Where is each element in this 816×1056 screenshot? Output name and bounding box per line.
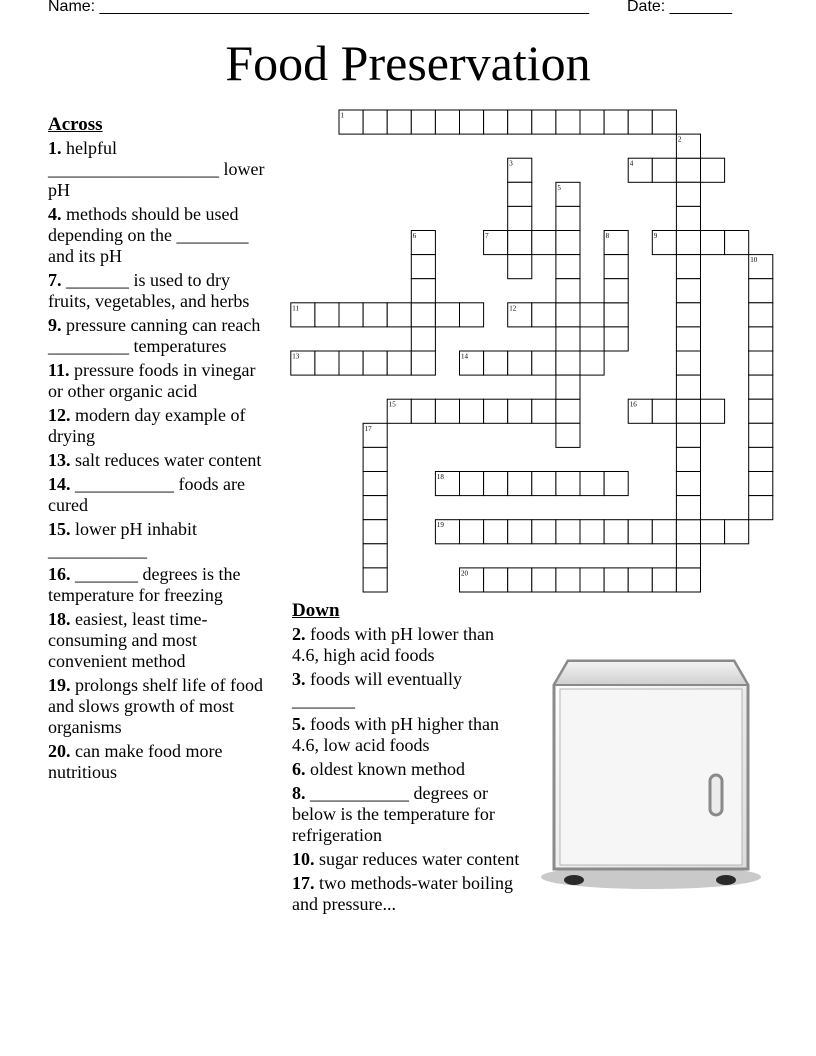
across-clue bbox=[48, 609, 270, 672]
crossword-cell[interactable] bbox=[725, 231, 749, 255]
crossword-cell[interactable] bbox=[676, 447, 700, 471]
crossword-clue-number: 6 bbox=[412, 232, 417, 240]
crossword-clue-number: 9 bbox=[653, 232, 658, 240]
across-clue bbox=[48, 741, 270, 783]
crossword-cell[interactable] bbox=[484, 110, 508, 134]
crossword-cell[interactable] bbox=[291, 303, 315, 327]
clue-text: foods will eventually _______ bbox=[292, 669, 462, 710]
crossword-cell[interactable] bbox=[556, 423, 580, 447]
crossword-cell[interactable] bbox=[749, 255, 773, 279]
clue-text: oldest known method bbox=[310, 759, 465, 779]
crossword-cell[interactable] bbox=[484, 520, 508, 544]
crossword-cell[interactable] bbox=[387, 303, 411, 327]
crossword-cell[interactable] bbox=[628, 158, 652, 182]
down-clue bbox=[292, 783, 524, 846]
clue-number: 1. bbox=[48, 138, 62, 158]
crossword-cell[interactable] bbox=[291, 351, 315, 375]
crossword-cell[interactable] bbox=[387, 351, 411, 375]
crossword-cell[interactable] bbox=[532, 399, 556, 423]
crossword-cell[interactable] bbox=[676, 182, 700, 206]
crossword-cell[interactable] bbox=[749, 447, 773, 471]
date-field-label: Date: _______ bbox=[627, 0, 732, 15]
crossword-cell[interactable] bbox=[387, 399, 411, 423]
crossword-cell[interactable] bbox=[628, 399, 652, 423]
crossword-cell[interactable] bbox=[363, 447, 387, 471]
crossword-cell[interactable] bbox=[508, 110, 532, 134]
crossword-cell[interactable] bbox=[676, 544, 700, 568]
crossword-cell[interactable] bbox=[749, 423, 773, 447]
clue-number: 17. bbox=[292, 873, 315, 893]
crossword-cell[interactable] bbox=[435, 110, 459, 134]
crossword-cell[interactable] bbox=[556, 182, 580, 206]
crossword-cell[interactable] bbox=[556, 568, 580, 592]
crossword-cell[interactable] bbox=[484, 231, 508, 255]
crossword-cell[interactable] bbox=[532, 110, 556, 134]
crossword-cell[interactable] bbox=[580, 520, 604, 544]
crossword-cell[interactable] bbox=[508, 568, 532, 592]
crossword-cell[interactable] bbox=[604, 231, 628, 255]
crossword-cell[interactable] bbox=[387, 110, 411, 134]
clue-number: 4. bbox=[48, 204, 62, 224]
crossword-cell[interactable] bbox=[363, 110, 387, 134]
crossword-cell[interactable] bbox=[652, 158, 676, 182]
crossword-cell[interactable] bbox=[556, 279, 580, 303]
crossword-cell[interactable] bbox=[676, 351, 700, 375]
crossword-cell[interactable] bbox=[652, 231, 676, 255]
clue-number: 8. bbox=[292, 783, 306, 803]
crossword-clue-number: 11 bbox=[292, 304, 300, 313]
crossword-cell[interactable] bbox=[411, 399, 435, 423]
crossword-cell[interactable] bbox=[435, 472, 459, 496]
crossword-cell[interactable] bbox=[580, 472, 604, 496]
crossword-cell[interactable] bbox=[532, 472, 556, 496]
clue-number: 7. bbox=[48, 270, 62, 290]
across-heading: Across bbox=[48, 114, 103, 135]
crossword-cell[interactable] bbox=[628, 110, 652, 134]
clue-text: can make food more nutritious bbox=[48, 741, 223, 782]
crossword-cell[interactable] bbox=[460, 303, 484, 327]
crossword-cell[interactable] bbox=[676, 423, 700, 447]
crossword-cell[interactable] bbox=[701, 231, 725, 255]
crossword-cell[interactable] bbox=[556, 399, 580, 423]
crossword-cell[interactable] bbox=[339, 303, 363, 327]
crossword-cell[interactable] bbox=[460, 472, 484, 496]
crossword-cell[interactable] bbox=[363, 351, 387, 375]
clue-text: pressure canning can reach _________ temperatures bbox=[48, 315, 261, 356]
crossword-cell[interactable] bbox=[749, 327, 773, 351]
crossword-cell[interactable] bbox=[556, 375, 580, 399]
crossword-cell[interactable] bbox=[676, 472, 700, 496]
refrigerator-icon bbox=[538, 655, 764, 895]
clue-text: two methods-water boiling and pressure... bbox=[292, 873, 513, 914]
crossword-clue-number: 7 bbox=[485, 232, 489, 240]
clue-number: 16. bbox=[48, 564, 71, 584]
crossword-cell[interactable] bbox=[749, 303, 773, 327]
crossword-cell[interactable] bbox=[580, 110, 604, 134]
page-title: Food Preservation bbox=[225, 35, 591, 91]
crossword-cell[interactable] bbox=[339, 110, 363, 134]
crossword-cell[interactable] bbox=[580, 303, 604, 327]
crossword-cell[interactable] bbox=[556, 520, 580, 544]
crossword-cell[interactable] bbox=[435, 399, 459, 423]
crossword-clue-number: 14 bbox=[461, 352, 468, 361]
clue-text: helpful ___________________ lower pH bbox=[48, 138, 265, 200]
across-clue bbox=[48, 450, 270, 471]
across-clue bbox=[48, 138, 270, 201]
crossword-cell[interactable] bbox=[532, 520, 556, 544]
clue-text: easiest, least time-consuming and most convenient method bbox=[48, 609, 208, 671]
crossword-cell[interactable] bbox=[411, 255, 435, 279]
clue-text: foods with pH lower than 4.6, high acid foods bbox=[292, 624, 494, 665]
crossword-clue-number: 3 bbox=[509, 159, 513, 168]
crossword-clue-number: 8 bbox=[605, 232, 610, 240]
crossword-clue-number: 20 bbox=[461, 569, 468, 578]
crossword-cell[interactable] bbox=[676, 327, 700, 351]
crossword-cell[interactable] bbox=[508, 472, 532, 496]
crossword-cell[interactable] bbox=[508, 351, 532, 375]
crossword-cell[interactable] bbox=[508, 520, 532, 544]
crossword-cell[interactable] bbox=[676, 206, 700, 230]
crossword-cell[interactable] bbox=[604, 327, 628, 351]
crossword-cell[interactable] bbox=[315, 303, 339, 327]
crossword-cell[interactable] bbox=[363, 496, 387, 520]
crossword-cell[interactable] bbox=[508, 182, 532, 206]
crossword-cell[interactable] bbox=[604, 255, 628, 279]
crossword-cell[interactable] bbox=[484, 351, 508, 375]
crossword-cell[interactable] bbox=[532, 303, 556, 327]
down-clue bbox=[292, 669, 524, 711]
across-clue bbox=[48, 675, 270, 738]
crossword-clue-number: 5 bbox=[557, 183, 561, 192]
crossword-cell[interactable] bbox=[411, 327, 435, 351]
crossword-cell[interactable] bbox=[652, 399, 676, 423]
crossword-clue-number: 17 bbox=[364, 424, 372, 433]
crossword-cell[interactable] bbox=[460, 110, 484, 134]
crossword-cell[interactable] bbox=[676, 375, 700, 399]
clue-number: 6. bbox=[292, 759, 306, 779]
crossword-cell[interactable] bbox=[508, 255, 532, 279]
across-clue bbox=[48, 405, 270, 447]
crossword-cell[interactable] bbox=[676, 520, 700, 544]
crossword-cell[interactable] bbox=[652, 568, 676, 592]
crossword-cell[interactable] bbox=[411, 110, 435, 134]
crossword-cell[interactable] bbox=[604, 472, 628, 496]
crossword-cell[interactable] bbox=[363, 544, 387, 568]
crossword-cell[interactable] bbox=[749, 472, 773, 496]
crossword-cell[interactable] bbox=[725, 520, 749, 544]
crossword-cell[interactable] bbox=[435, 303, 459, 327]
crossword-cell[interactable] bbox=[411, 351, 435, 375]
crossword-cell[interactable] bbox=[556, 206, 580, 230]
crossword-cell[interactable] bbox=[556, 327, 580, 351]
clue-number: 15. bbox=[48, 519, 71, 539]
clue-text: _______ degrees is the temperature for freezing bbox=[48, 564, 241, 605]
crossword-cell[interactable] bbox=[676, 134, 700, 158]
clue-number: 12. bbox=[48, 405, 71, 425]
crossword-cell[interactable] bbox=[508, 206, 532, 230]
clue-number: 19. bbox=[48, 675, 71, 695]
clue-text: pressure foods in vinegar or other organic acid bbox=[48, 360, 256, 401]
crossword-clue-number: 15 bbox=[388, 400, 396, 409]
crossword-clue-number: 12 bbox=[509, 304, 517, 313]
clue-text: lower pH inhabit ___________ bbox=[48, 519, 197, 560]
crossword-cell[interactable] bbox=[532, 568, 556, 592]
crossword-cell[interactable] bbox=[701, 520, 725, 544]
crossword-cell[interactable] bbox=[749, 375, 773, 399]
clue-text: methods should be used depending on the ________ and its pH bbox=[48, 204, 249, 266]
clue-text: ___________ degrees or below is the temperature for refrigeration bbox=[292, 783, 495, 845]
crossword-cell[interactable] bbox=[604, 303, 628, 327]
crossword-cell[interactable] bbox=[411, 231, 435, 255]
crossword-cell[interactable] bbox=[532, 231, 556, 255]
crossword-clue-number: 10 bbox=[750, 256, 758, 265]
across-clue bbox=[48, 360, 270, 402]
down-heading: Down bbox=[292, 600, 340, 621]
crossword-cell[interactable] bbox=[363, 568, 387, 592]
across-clue bbox=[48, 270, 270, 312]
crossword-cell[interactable] bbox=[676, 279, 700, 303]
crossword-clue-number: 16 bbox=[629, 400, 637, 409]
crossword-cell[interactable] bbox=[411, 279, 435, 303]
clue-text: foods with pH higher than 4.6, low acid foods bbox=[292, 714, 499, 755]
crossword-cell[interactable] bbox=[749, 279, 773, 303]
clue-number: 9. bbox=[48, 315, 62, 335]
crossword-clue-number: 2 bbox=[677, 135, 682, 144]
down-clue bbox=[292, 624, 524, 666]
crossword-cell[interactable] bbox=[484, 568, 508, 592]
crossword-cell[interactable] bbox=[676, 399, 700, 423]
crossword-cell[interactable] bbox=[749, 351, 773, 375]
crossword-cell[interactable] bbox=[508, 303, 532, 327]
crossword-cell[interactable] bbox=[556, 351, 580, 375]
crossword-cell[interactable] bbox=[580, 568, 604, 592]
clue-number: 18. bbox=[48, 609, 71, 629]
across-clue bbox=[48, 204, 270, 267]
clue-text: ___________ foods are cured bbox=[48, 474, 245, 515]
crossword-cell[interactable] bbox=[363, 423, 387, 447]
clue-number: 3. bbox=[292, 669, 306, 689]
across-clue bbox=[48, 564, 270, 606]
crossword-cell[interactable] bbox=[676, 496, 700, 520]
clue-number: 14. bbox=[48, 474, 71, 494]
crossword-cell[interactable] bbox=[701, 158, 725, 182]
clue-number: 13. bbox=[48, 450, 71, 470]
crossword-cell[interactable] bbox=[363, 303, 387, 327]
clue-text: sugar reduces water content bbox=[319, 849, 520, 869]
crossword-cell[interactable] bbox=[628, 520, 652, 544]
crossword-cell[interactable] bbox=[460, 351, 484, 375]
across-clue bbox=[48, 315, 270, 357]
crossword-cell[interactable] bbox=[628, 568, 652, 592]
crossword-cell[interactable] bbox=[676, 231, 700, 255]
clue-text: modern day example of drying bbox=[48, 405, 246, 446]
crossword-cell[interactable] bbox=[676, 303, 700, 327]
crossword-cell[interactable] bbox=[508, 231, 532, 255]
crossword-cell[interactable] bbox=[363, 472, 387, 496]
crossword-clue-number: 1 bbox=[340, 111, 344, 120]
crossword-cell[interactable] bbox=[556, 110, 580, 134]
crossword-cell[interactable] bbox=[508, 158, 532, 182]
crossword-cell[interactable] bbox=[652, 520, 676, 544]
crossword-cell[interactable] bbox=[749, 399, 773, 423]
crossword-cell[interactable] bbox=[604, 279, 628, 303]
across-clue bbox=[48, 474, 270, 516]
crossword-cell[interactable] bbox=[652, 110, 676, 134]
clue-number: 2. bbox=[292, 624, 306, 644]
crossword-cell[interactable] bbox=[484, 399, 508, 423]
clue-text: _______ is used to dry fruits, vegetables, and herbs bbox=[48, 270, 250, 311]
clue-number: 20. bbox=[48, 741, 71, 761]
crossword-cell[interactable] bbox=[604, 568, 628, 592]
crossword-cell[interactable] bbox=[676, 568, 700, 592]
crossword-cell[interactable] bbox=[460, 568, 484, 592]
crossword-clue-number: 4 bbox=[629, 159, 634, 168]
crossword-clue-number: 19 bbox=[436, 521, 444, 530]
clue-number: 10. bbox=[292, 849, 315, 869]
down-clue bbox=[292, 759, 524, 780]
crossword-cell[interactable] bbox=[460, 399, 484, 423]
crossword-cell[interactable] bbox=[580, 351, 604, 375]
clue-number: 11. bbox=[48, 360, 70, 380]
crossword-cell[interactable] bbox=[604, 110, 628, 134]
crossword-cell[interactable] bbox=[435, 520, 459, 544]
crossword-cell[interactable] bbox=[532, 351, 556, 375]
crossword-cell[interactable] bbox=[604, 520, 628, 544]
clue-number: 5. bbox=[292, 714, 306, 734]
crossword-cell[interactable] bbox=[339, 351, 363, 375]
down-clues bbox=[292, 600, 524, 918]
crossword-cell[interactable] bbox=[460, 520, 484, 544]
clue-text: salt reduces water content bbox=[75, 450, 262, 470]
crossword-cell[interactable] bbox=[411, 303, 435, 327]
name-field-label: Name: _______________________________________________________ bbox=[48, 0, 589, 15]
crossword-cell[interactable] bbox=[315, 351, 339, 375]
crossword-clue-number: 18 bbox=[436, 473, 444, 481]
crossword-cell[interactable] bbox=[508, 399, 532, 423]
crossword-cell[interactable] bbox=[363, 520, 387, 544]
crossword-cell[interactable] bbox=[556, 472, 580, 496]
crossword-cell[interactable] bbox=[701, 399, 725, 423]
crossword-cell[interactable] bbox=[676, 255, 700, 279]
down-clue bbox=[292, 849, 524, 870]
crossword-cell[interactable] bbox=[556, 231, 580, 255]
down-clue bbox=[292, 873, 524, 915]
across-clues bbox=[48, 114, 270, 786]
crossword-cell[interactable] bbox=[484, 472, 508, 496]
crossword-cell[interactable] bbox=[676, 158, 700, 182]
across-clue bbox=[48, 519, 270, 561]
down-clue bbox=[292, 714, 524, 756]
crossword-cell[interactable] bbox=[749, 496, 773, 520]
crossword-clue-number: 13 bbox=[292, 352, 300, 361]
clue-text: prolongs shelf life of food and slows growth of most organisms bbox=[48, 675, 263, 737]
crossword-cell[interactable] bbox=[556, 255, 580, 279]
crossword-cell[interactable] bbox=[556, 303, 580, 327]
